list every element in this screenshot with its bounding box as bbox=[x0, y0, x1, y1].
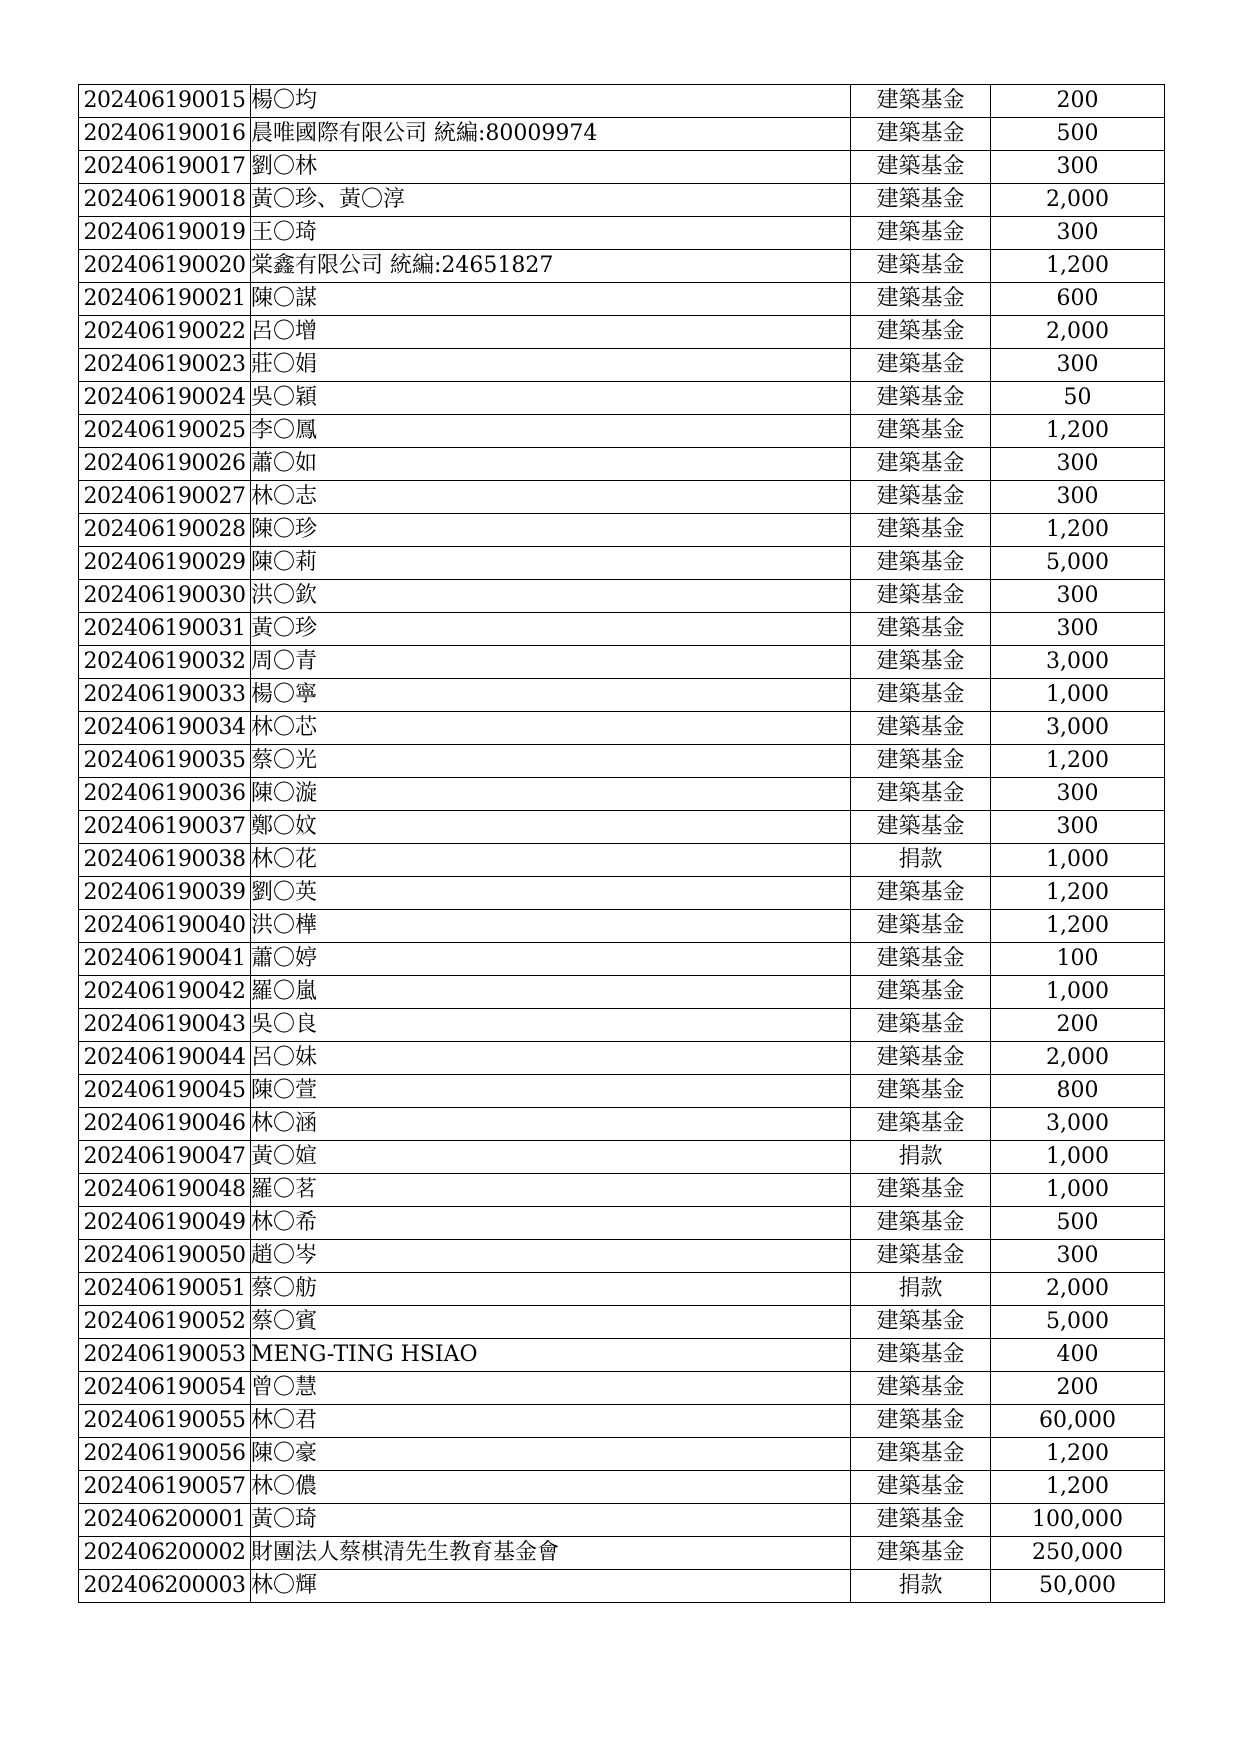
receipt-number-cell: 202406190036 bbox=[79, 778, 251, 811]
receipt-number-cell: 202406190015 bbox=[79, 85, 251, 118]
receipt-number-cell: 202406190030 bbox=[79, 580, 251, 613]
table-row bbox=[79, 712, 1165, 745]
receipt-number-cell: 202406190022 bbox=[79, 316, 251, 349]
receipt-number-cell: 202406190018 bbox=[79, 184, 251, 217]
donor-name-cell: 陳〇謀 bbox=[251, 283, 851, 316]
donor-name-cell: 羅〇嵐 bbox=[251, 976, 851, 1009]
table-row bbox=[79, 349, 1165, 382]
donation-type-cell: 建築基金 bbox=[851, 1372, 991, 1405]
table-row bbox=[79, 745, 1165, 778]
receipt-number-cell: 202406190048 bbox=[79, 1174, 251, 1207]
table-row bbox=[79, 217, 1165, 250]
donation-type-cell: 建築基金 bbox=[851, 217, 991, 250]
donation-type-cell: 建築基金 bbox=[851, 1108, 991, 1141]
donation-type-cell: 建築基金 bbox=[851, 910, 991, 943]
donor-name-cell: 鄭〇妏 bbox=[251, 811, 851, 844]
amount-cell: 1,000 bbox=[991, 1174, 1165, 1207]
amount-cell: 250,000 bbox=[991, 1537, 1165, 1570]
donation-type-cell: 建築基金 bbox=[851, 316, 991, 349]
table-row bbox=[79, 1240, 1165, 1273]
amount-cell: 300 bbox=[991, 778, 1165, 811]
receipt-number-cell: 202406190027 bbox=[79, 481, 251, 514]
receipt-number-cell: 202406190054 bbox=[79, 1372, 251, 1405]
amount-cell: 300 bbox=[991, 217, 1165, 250]
amount-cell: 1,200 bbox=[991, 415, 1165, 448]
donation-type-cell: 建築基金 bbox=[851, 943, 991, 976]
table-row bbox=[79, 1174, 1165, 1207]
table-row bbox=[79, 1504, 1165, 1537]
amount-cell: 2,000 bbox=[991, 1042, 1165, 1075]
amount-cell: 300 bbox=[991, 481, 1165, 514]
donor-name-cell: 林〇儂 bbox=[251, 1471, 851, 1504]
receipt-number-cell: 202406190049 bbox=[79, 1207, 251, 1240]
donor-name-cell: 陳〇珍 bbox=[251, 514, 851, 547]
donation-type-cell: 建築基金 bbox=[851, 415, 991, 448]
amount-cell: 300 bbox=[991, 811, 1165, 844]
table-row bbox=[79, 415, 1165, 448]
amount-cell: 200 bbox=[991, 85, 1165, 118]
donor-name-cell: 蔡〇舫 bbox=[251, 1273, 851, 1306]
amount-cell: 50 bbox=[991, 382, 1165, 415]
donation-type-cell: 建築基金 bbox=[851, 151, 991, 184]
amount-cell: 3,000 bbox=[991, 712, 1165, 745]
amount-cell: 1,200 bbox=[991, 877, 1165, 910]
amount-cell: 300 bbox=[991, 580, 1165, 613]
donor-name-cell: 李〇鳳 bbox=[251, 415, 851, 448]
table-row bbox=[79, 514, 1165, 547]
amount-cell: 500 bbox=[991, 1207, 1165, 1240]
receipt-number-cell: 202406190033 bbox=[79, 679, 251, 712]
receipt-number-cell: 202406190045 bbox=[79, 1075, 251, 1108]
receipt-number-cell: 202406190029 bbox=[79, 547, 251, 580]
donation-type-cell: 建築基金 bbox=[851, 1207, 991, 1240]
donation-type-cell: 建築基金 bbox=[851, 877, 991, 910]
donation-type-cell: 建築基金 bbox=[851, 1504, 991, 1537]
receipt-number-cell: 202406190044 bbox=[79, 1042, 251, 1075]
receipt-number-cell: 202406190020 bbox=[79, 250, 251, 283]
table-row bbox=[79, 910, 1165, 943]
table-row bbox=[79, 1108, 1165, 1141]
donation-type-cell: 建築基金 bbox=[851, 184, 991, 217]
donor-name-cell: 林〇希 bbox=[251, 1207, 851, 1240]
amount-cell: 100,000 bbox=[991, 1504, 1165, 1537]
donation-type-cell: 建築基金 bbox=[851, 514, 991, 547]
donor-name-cell: 棠鑫有限公司 統編:24651827 bbox=[251, 250, 851, 283]
table-row bbox=[79, 877, 1165, 910]
donor-name-cell: 洪〇欽 bbox=[251, 580, 851, 613]
donor-name-cell: 吳〇穎 bbox=[251, 382, 851, 415]
donor-name-cell: 王〇琦 bbox=[251, 217, 851, 250]
donor-name-cell: 蕭〇如 bbox=[251, 448, 851, 481]
donation-type-cell: 建築基金 bbox=[851, 1009, 991, 1042]
table-row bbox=[79, 1438, 1165, 1471]
donor-name-cell: 劉〇英 bbox=[251, 877, 851, 910]
donation-table-body bbox=[79, 85, 1165, 1603]
receipt-number-cell: 202406190050 bbox=[79, 1240, 251, 1273]
table-row bbox=[79, 448, 1165, 481]
receipt-number-cell: 202406190055 bbox=[79, 1405, 251, 1438]
table-row bbox=[79, 547, 1165, 580]
donor-name-cell: 周〇青 bbox=[251, 646, 851, 679]
donor-name-cell: 吳〇良 bbox=[251, 1009, 851, 1042]
receipt-number-cell: 202406190057 bbox=[79, 1471, 251, 1504]
donation-type-cell: 建築基金 bbox=[851, 745, 991, 778]
donor-name-cell: 林〇芯 bbox=[251, 712, 851, 745]
donation-type-cell: 建築基金 bbox=[851, 613, 991, 646]
receipt-number-cell: 202406190025 bbox=[79, 415, 251, 448]
donation-type-cell: 建築基金 bbox=[851, 118, 991, 151]
receipt-number-cell: 202406190026 bbox=[79, 448, 251, 481]
table-row bbox=[79, 1207, 1165, 1240]
receipt-number-cell: 202406190053 bbox=[79, 1339, 251, 1372]
amount-cell: 200 bbox=[991, 1372, 1165, 1405]
table-row bbox=[79, 283, 1165, 316]
donor-name-cell: 黃〇琦 bbox=[251, 1504, 851, 1537]
amount-cell: 300 bbox=[991, 1240, 1165, 1273]
receipt-number-cell: 202406190017 bbox=[79, 151, 251, 184]
amount-cell: 2,000 bbox=[991, 184, 1165, 217]
amount-cell: 3,000 bbox=[991, 1108, 1165, 1141]
donor-name-cell: 洪〇樺 bbox=[251, 910, 851, 943]
donation-type-cell: 捐款 bbox=[851, 1570, 991, 1603]
amount-cell: 1,000 bbox=[991, 976, 1165, 1009]
receipt-number-cell: 202406190021 bbox=[79, 283, 251, 316]
donor-name-cell: 楊〇寧 bbox=[251, 679, 851, 712]
donation-type-cell: 建築基金 bbox=[851, 580, 991, 613]
receipt-number-cell: 202406190056 bbox=[79, 1438, 251, 1471]
amount-cell: 60,000 bbox=[991, 1405, 1165, 1438]
donation-type-cell: 建築基金 bbox=[851, 976, 991, 1009]
table-row bbox=[79, 1537, 1165, 1570]
donor-name-cell: 呂〇增 bbox=[251, 316, 851, 349]
table-row bbox=[79, 679, 1165, 712]
table-row bbox=[79, 943, 1165, 976]
amount-cell: 500 bbox=[991, 118, 1165, 151]
donor-name-cell: 陳〇莉 bbox=[251, 547, 851, 580]
receipt-number-cell: 202406190047 bbox=[79, 1141, 251, 1174]
donation-type-cell: 建築基金 bbox=[851, 1174, 991, 1207]
donor-name-cell: 羅〇茗 bbox=[251, 1174, 851, 1207]
donation-type-cell: 建築基金 bbox=[851, 481, 991, 514]
table-row bbox=[79, 250, 1165, 283]
donor-name-cell: 蔡〇光 bbox=[251, 745, 851, 778]
receipt-number-cell: 202406190032 bbox=[79, 646, 251, 679]
table-row bbox=[79, 1141, 1165, 1174]
donation-type-cell: 建築基金 bbox=[851, 547, 991, 580]
table-row bbox=[79, 316, 1165, 349]
table-row bbox=[79, 1306, 1165, 1339]
donor-name-cell: 蕭〇婷 bbox=[251, 943, 851, 976]
receipt-number-cell: 202406200003 bbox=[79, 1570, 251, 1603]
donation-type-cell: 建築基金 bbox=[851, 1240, 991, 1273]
donor-name-cell: 楊〇均 bbox=[251, 85, 851, 118]
donation-type-cell: 建築基金 bbox=[851, 1537, 991, 1570]
donor-name-cell: 林〇輝 bbox=[251, 1570, 851, 1603]
receipt-number-cell: 202406190019 bbox=[79, 217, 251, 250]
donation-table bbox=[78, 84, 1165, 1603]
table-row bbox=[79, 382, 1165, 415]
amount-cell: 400 bbox=[991, 1339, 1165, 1372]
table-row bbox=[79, 811, 1165, 844]
donor-name-cell: 林〇涵 bbox=[251, 1108, 851, 1141]
receipt-number-cell: 202406190028 bbox=[79, 514, 251, 547]
donor-name-cell: 陳〇漩 bbox=[251, 778, 851, 811]
amount-cell: 1,200 bbox=[991, 745, 1165, 778]
table-row bbox=[79, 1471, 1165, 1504]
donation-type-cell: 建築基金 bbox=[851, 382, 991, 415]
donor-name-cell: 晨唯國際有限公司 統編:80009974 bbox=[251, 118, 851, 151]
table-row bbox=[79, 778, 1165, 811]
donation-type-cell: 建築基金 bbox=[851, 1339, 991, 1372]
donor-name-cell: 陳〇萱 bbox=[251, 1075, 851, 1108]
table-row bbox=[79, 1009, 1165, 1042]
receipt-number-cell: 202406190043 bbox=[79, 1009, 251, 1042]
receipt-number-cell: 202406190052 bbox=[79, 1306, 251, 1339]
table-row bbox=[79, 1405, 1165, 1438]
table-row bbox=[79, 118, 1165, 151]
amount-cell: 800 bbox=[991, 1075, 1165, 1108]
donation-type-cell: 建築基金 bbox=[851, 679, 991, 712]
amount-cell: 1,200 bbox=[991, 514, 1165, 547]
donation-type-cell: 捐款 bbox=[851, 844, 991, 877]
donation-type-cell: 建築基金 bbox=[851, 646, 991, 679]
table-row bbox=[79, 151, 1165, 184]
table-row bbox=[79, 481, 1165, 514]
receipt-number-cell: 202406190038 bbox=[79, 844, 251, 877]
donation-type-cell: 建築基金 bbox=[851, 1405, 991, 1438]
donation-type-cell: 捐款 bbox=[851, 1141, 991, 1174]
receipt-number-cell: 202406190051 bbox=[79, 1273, 251, 1306]
donor-name-cell: 劉〇林 bbox=[251, 151, 851, 184]
amount-cell: 600 bbox=[991, 283, 1165, 316]
table-row bbox=[79, 184, 1165, 217]
amount-cell: 1,000 bbox=[991, 844, 1165, 877]
table-row bbox=[79, 976, 1165, 1009]
receipt-number-cell: 202406190041 bbox=[79, 943, 251, 976]
receipt-number-cell: 202406200002 bbox=[79, 1537, 251, 1570]
donor-name-cell: 趙〇岑 bbox=[251, 1240, 851, 1273]
receipt-number-cell: 202406200001 bbox=[79, 1504, 251, 1537]
donation-type-cell: 建築基金 bbox=[851, 811, 991, 844]
donation-type-cell: 建築基金 bbox=[851, 712, 991, 745]
donor-name-cell: 曾〇慧 bbox=[251, 1372, 851, 1405]
donor-name-cell: 呂〇妹 bbox=[251, 1042, 851, 1075]
donor-name-cell: 林〇君 bbox=[251, 1405, 851, 1438]
amount-cell: 300 bbox=[991, 151, 1165, 184]
table-row bbox=[79, 1042, 1165, 1075]
amount-cell: 1,200 bbox=[991, 910, 1165, 943]
donor-name-cell: 黃〇珍、黃〇淳 bbox=[251, 184, 851, 217]
donor-name-cell: 財團法人蔡棋清先生教育基金會 bbox=[251, 1537, 851, 1570]
amount-cell: 3,000 bbox=[991, 646, 1165, 679]
amount-cell: 300 bbox=[991, 613, 1165, 646]
amount-cell: 5,000 bbox=[991, 1306, 1165, 1339]
receipt-number-cell: 202406190040 bbox=[79, 910, 251, 943]
table-row bbox=[79, 1339, 1165, 1372]
donation-type-cell: 建築基金 bbox=[851, 1042, 991, 1075]
donation-type-cell: 建築基金 bbox=[851, 349, 991, 382]
donor-name-cell: 林〇志 bbox=[251, 481, 851, 514]
receipt-number-cell: 202406190024 bbox=[79, 382, 251, 415]
table-row bbox=[79, 613, 1165, 646]
amount-cell: 200 bbox=[991, 1009, 1165, 1042]
table-row bbox=[79, 844, 1165, 877]
table-row bbox=[79, 646, 1165, 679]
donation-type-cell: 捐款 bbox=[851, 1273, 991, 1306]
amount-cell: 300 bbox=[991, 448, 1165, 481]
receipt-number-cell: 202406190035 bbox=[79, 745, 251, 778]
receipt-number-cell: 202406190023 bbox=[79, 349, 251, 382]
table-row bbox=[79, 1372, 1165, 1405]
donor-name-cell: 陳〇豪 bbox=[251, 1438, 851, 1471]
amount-cell: 5,000 bbox=[991, 547, 1165, 580]
donation-type-cell: 建築基金 bbox=[851, 778, 991, 811]
amount-cell: 1,000 bbox=[991, 1141, 1165, 1174]
receipt-number-cell: 202406190016 bbox=[79, 118, 251, 151]
donor-name-cell: 黃〇媗 bbox=[251, 1141, 851, 1174]
donation-type-cell: 建築基金 bbox=[851, 1471, 991, 1504]
donation-type-cell: 建築基金 bbox=[851, 1075, 991, 1108]
table-row bbox=[79, 1570, 1165, 1603]
donation-type-cell: 建築基金 bbox=[851, 1438, 991, 1471]
amount-cell: 100 bbox=[991, 943, 1165, 976]
donor-name-cell: MENG-TING HSIAO bbox=[251, 1339, 851, 1372]
receipt-number-cell: 202406190039 bbox=[79, 877, 251, 910]
table-row bbox=[79, 85, 1165, 118]
amount-cell: 1,200 bbox=[991, 1471, 1165, 1504]
donation-type-cell: 建築基金 bbox=[851, 448, 991, 481]
receipt-number-cell: 202406190031 bbox=[79, 613, 251, 646]
receipt-number-cell: 202406190046 bbox=[79, 1108, 251, 1141]
donor-name-cell: 蔡〇賓 bbox=[251, 1306, 851, 1339]
donor-name-cell: 黃〇珍 bbox=[251, 613, 851, 646]
amount-cell: 1,200 bbox=[991, 250, 1165, 283]
donation-type-cell: 建築基金 bbox=[851, 1306, 991, 1339]
amount-cell: 1,200 bbox=[991, 1438, 1165, 1471]
amount-cell: 300 bbox=[991, 349, 1165, 382]
amount-cell: 2,000 bbox=[991, 1273, 1165, 1306]
donation-type-cell: 建築基金 bbox=[851, 85, 991, 118]
donation-type-cell: 建築基金 bbox=[851, 283, 991, 316]
table-row bbox=[79, 580, 1165, 613]
receipt-number-cell: 202406190037 bbox=[79, 811, 251, 844]
donor-name-cell: 林〇花 bbox=[251, 844, 851, 877]
receipt-number-cell: 202406190034 bbox=[79, 712, 251, 745]
table-row bbox=[79, 1075, 1165, 1108]
amount-cell: 1,000 bbox=[991, 679, 1165, 712]
table-row bbox=[79, 1273, 1165, 1306]
donation-type-cell: 建築基金 bbox=[851, 250, 991, 283]
receipt-number-cell: 202406190042 bbox=[79, 976, 251, 1009]
amount-cell: 2,000 bbox=[991, 316, 1165, 349]
amount-cell: 50,000 bbox=[991, 1570, 1165, 1603]
donor-name-cell: 莊〇娟 bbox=[251, 349, 851, 382]
